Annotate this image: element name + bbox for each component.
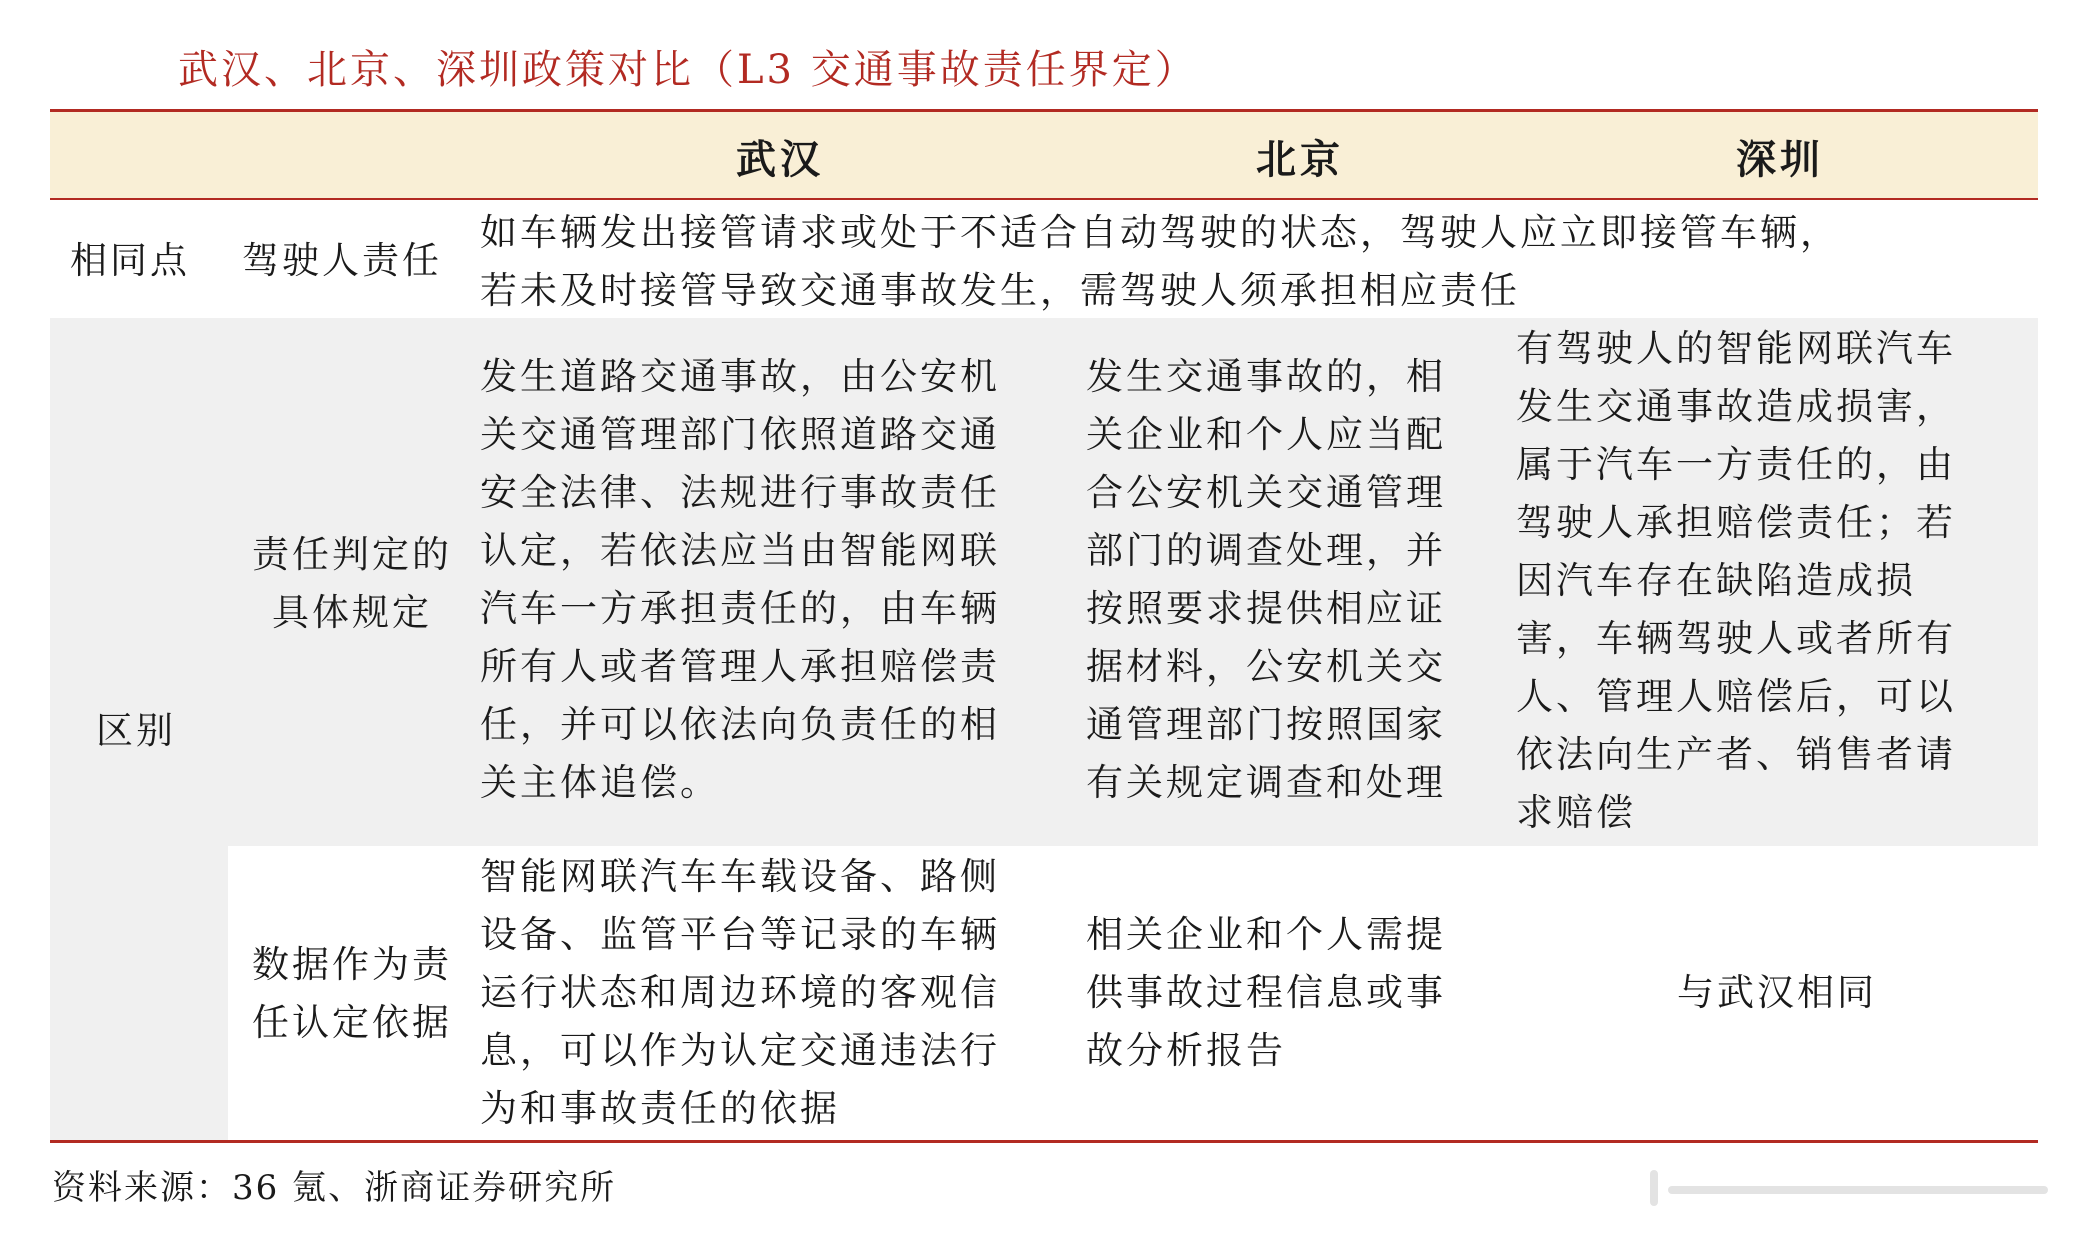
same-content — [480, 204, 1840, 320]
data-basis-wuhan-line: 息，可以作为认定交通违法行 — [480, 1029, 1000, 1072]
liability-wuhan-line: 关交通管理部门依照道路交通 — [480, 413, 1000, 456]
bottom-rule — [50, 1140, 2038, 1143]
liability-beijing-line: 通管理部门按照国家 — [1086, 703, 1446, 746]
liability-beijing-line: 有关规定调查和处理 — [1086, 761, 1446, 804]
liability-beijing-line: 部门的调查处理，并 — [1086, 529, 1446, 572]
liability-wuhan-line: 发生道路交通事故，由公安机 — [480, 355, 1000, 398]
diff-category-label: 区别 — [96, 709, 176, 752]
data-basis-shenzhen: 与武汉相同 — [1677, 971, 1877, 1014]
watermark-icon — [1650, 1164, 2070, 1214]
liability-shenzhen-line: 害，车辆驾驶人或者所有 — [1516, 617, 1956, 660]
data-basis-wuhan-line: 运行状态和周边环境的客观信 — [480, 971, 1000, 1014]
header-divider — [50, 198, 2038, 200]
liability-shenzhen-line: 求赔偿 — [1516, 791, 1636, 834]
data-basis-beijing-line: 供事故过程信息或事 — [1086, 971, 1446, 1014]
liability-shenzhen-line: 因汽车存在缺陷造成损 — [1516, 559, 1916, 602]
liability-beijing-line: 发生交通事故的，相 — [1086, 355, 1446, 398]
liability-wuhan-line: 安全法律、法规进行事故责任 — [480, 471, 1000, 514]
liability-wuhan-line: 汽车一方承担责任的，由车辆 — [480, 587, 1000, 630]
data-basis-beijing-line: 相关企业和个人需提 — [1086, 913, 1446, 956]
liability-subcategory — [232, 526, 472, 642]
header-wuhan: 武汉 — [736, 136, 824, 183]
liability-beijing — [1086, 348, 1446, 812]
liability-wuhan-line: 关主体追偿。 — [480, 761, 720, 804]
liability-shenzhen-line: 有驾驶人的智能网联汽车 — [1516, 327, 1956, 370]
same-category-label: 相同点 — [70, 239, 190, 282]
liability-shenzhen-line: 属于汽车一方责任的，由 — [1516, 443, 1956, 486]
liability-beijing-line: 据材料，公安机关交 — [1086, 645, 1446, 688]
same-subcategory-label: 驾驶人责任 — [242, 239, 442, 282]
liability-subcategory-line: 责任判定的 — [252, 533, 452, 576]
liability-beijing-line: 合公安机关交通管理 — [1086, 471, 1446, 514]
data-basis-subcategory-line: 任认定依据 — [252, 1001, 452, 1044]
liability-wuhan-line: 任，并可以依法向负责任的相 — [480, 703, 1000, 746]
page-title: 武汉、北京、深圳政策对比（L3 交通事故责任界定） — [178, 47, 1198, 93]
liability-shenzhen-line: 依法向生产者、销售者请 — [1516, 733, 1956, 776]
liability-wuhan-line: 所有人或者管理人承担赔偿责 — [480, 645, 1000, 688]
data-basis-wuhan-line: 为和事故责任的依据 — [480, 1087, 840, 1130]
data-basis-subcategory — [232, 936, 472, 1052]
data-basis-wuhan-line: 智能网联汽车车载设备、路侧 — [480, 855, 1000, 898]
liability-shenzhen-line: 驾驶人承担赔偿责任；若 — [1516, 501, 1956, 544]
data-basis-beijing-line: 故分析报告 — [1086, 1029, 1286, 1072]
liability-beijing-line: 关企业和个人应当配 — [1086, 413, 1446, 456]
same-content-line: 如车辆发出接管请求或处于不适合自动驾驶的状态，驾驶人应立即接管车辆， — [480, 211, 1840, 254]
data-basis-wuhan-line: 设备、监管平台等记录的车辆 — [480, 913, 1000, 956]
liability-wuhan — [480, 348, 1000, 812]
liability-subcategory-line: 具体规定 — [272, 591, 432, 634]
liability-beijing-line: 按照要求提供相应证 — [1086, 587, 1446, 630]
data-basis-wuhan — [480, 848, 1000, 1138]
liability-shenzhen-line: 人、管理人赔偿后，可以 — [1516, 675, 1956, 718]
liability-shenzhen-line: 发生交通事故造成损害， — [1516, 385, 1956, 428]
liability-wuhan-line: 认定，若依法应当由智能网联 — [480, 529, 1000, 572]
source-note: 资料来源：36 氪、浙商证券研究所 — [52, 1168, 617, 1208]
data-basis-subcategory-line: 数据作为责 — [252, 943, 452, 986]
header-beijing: 北京 — [1256, 136, 1344, 183]
header-shenzhen: 深圳 — [1736, 136, 1824, 183]
data-basis-beijing — [1086, 906, 1446, 1080]
liability-shenzhen — [1516, 320, 1956, 842]
same-content-line: 若未及时接管导致交通事故发生，需驾驶人须承担相应责任 — [480, 269, 1520, 312]
